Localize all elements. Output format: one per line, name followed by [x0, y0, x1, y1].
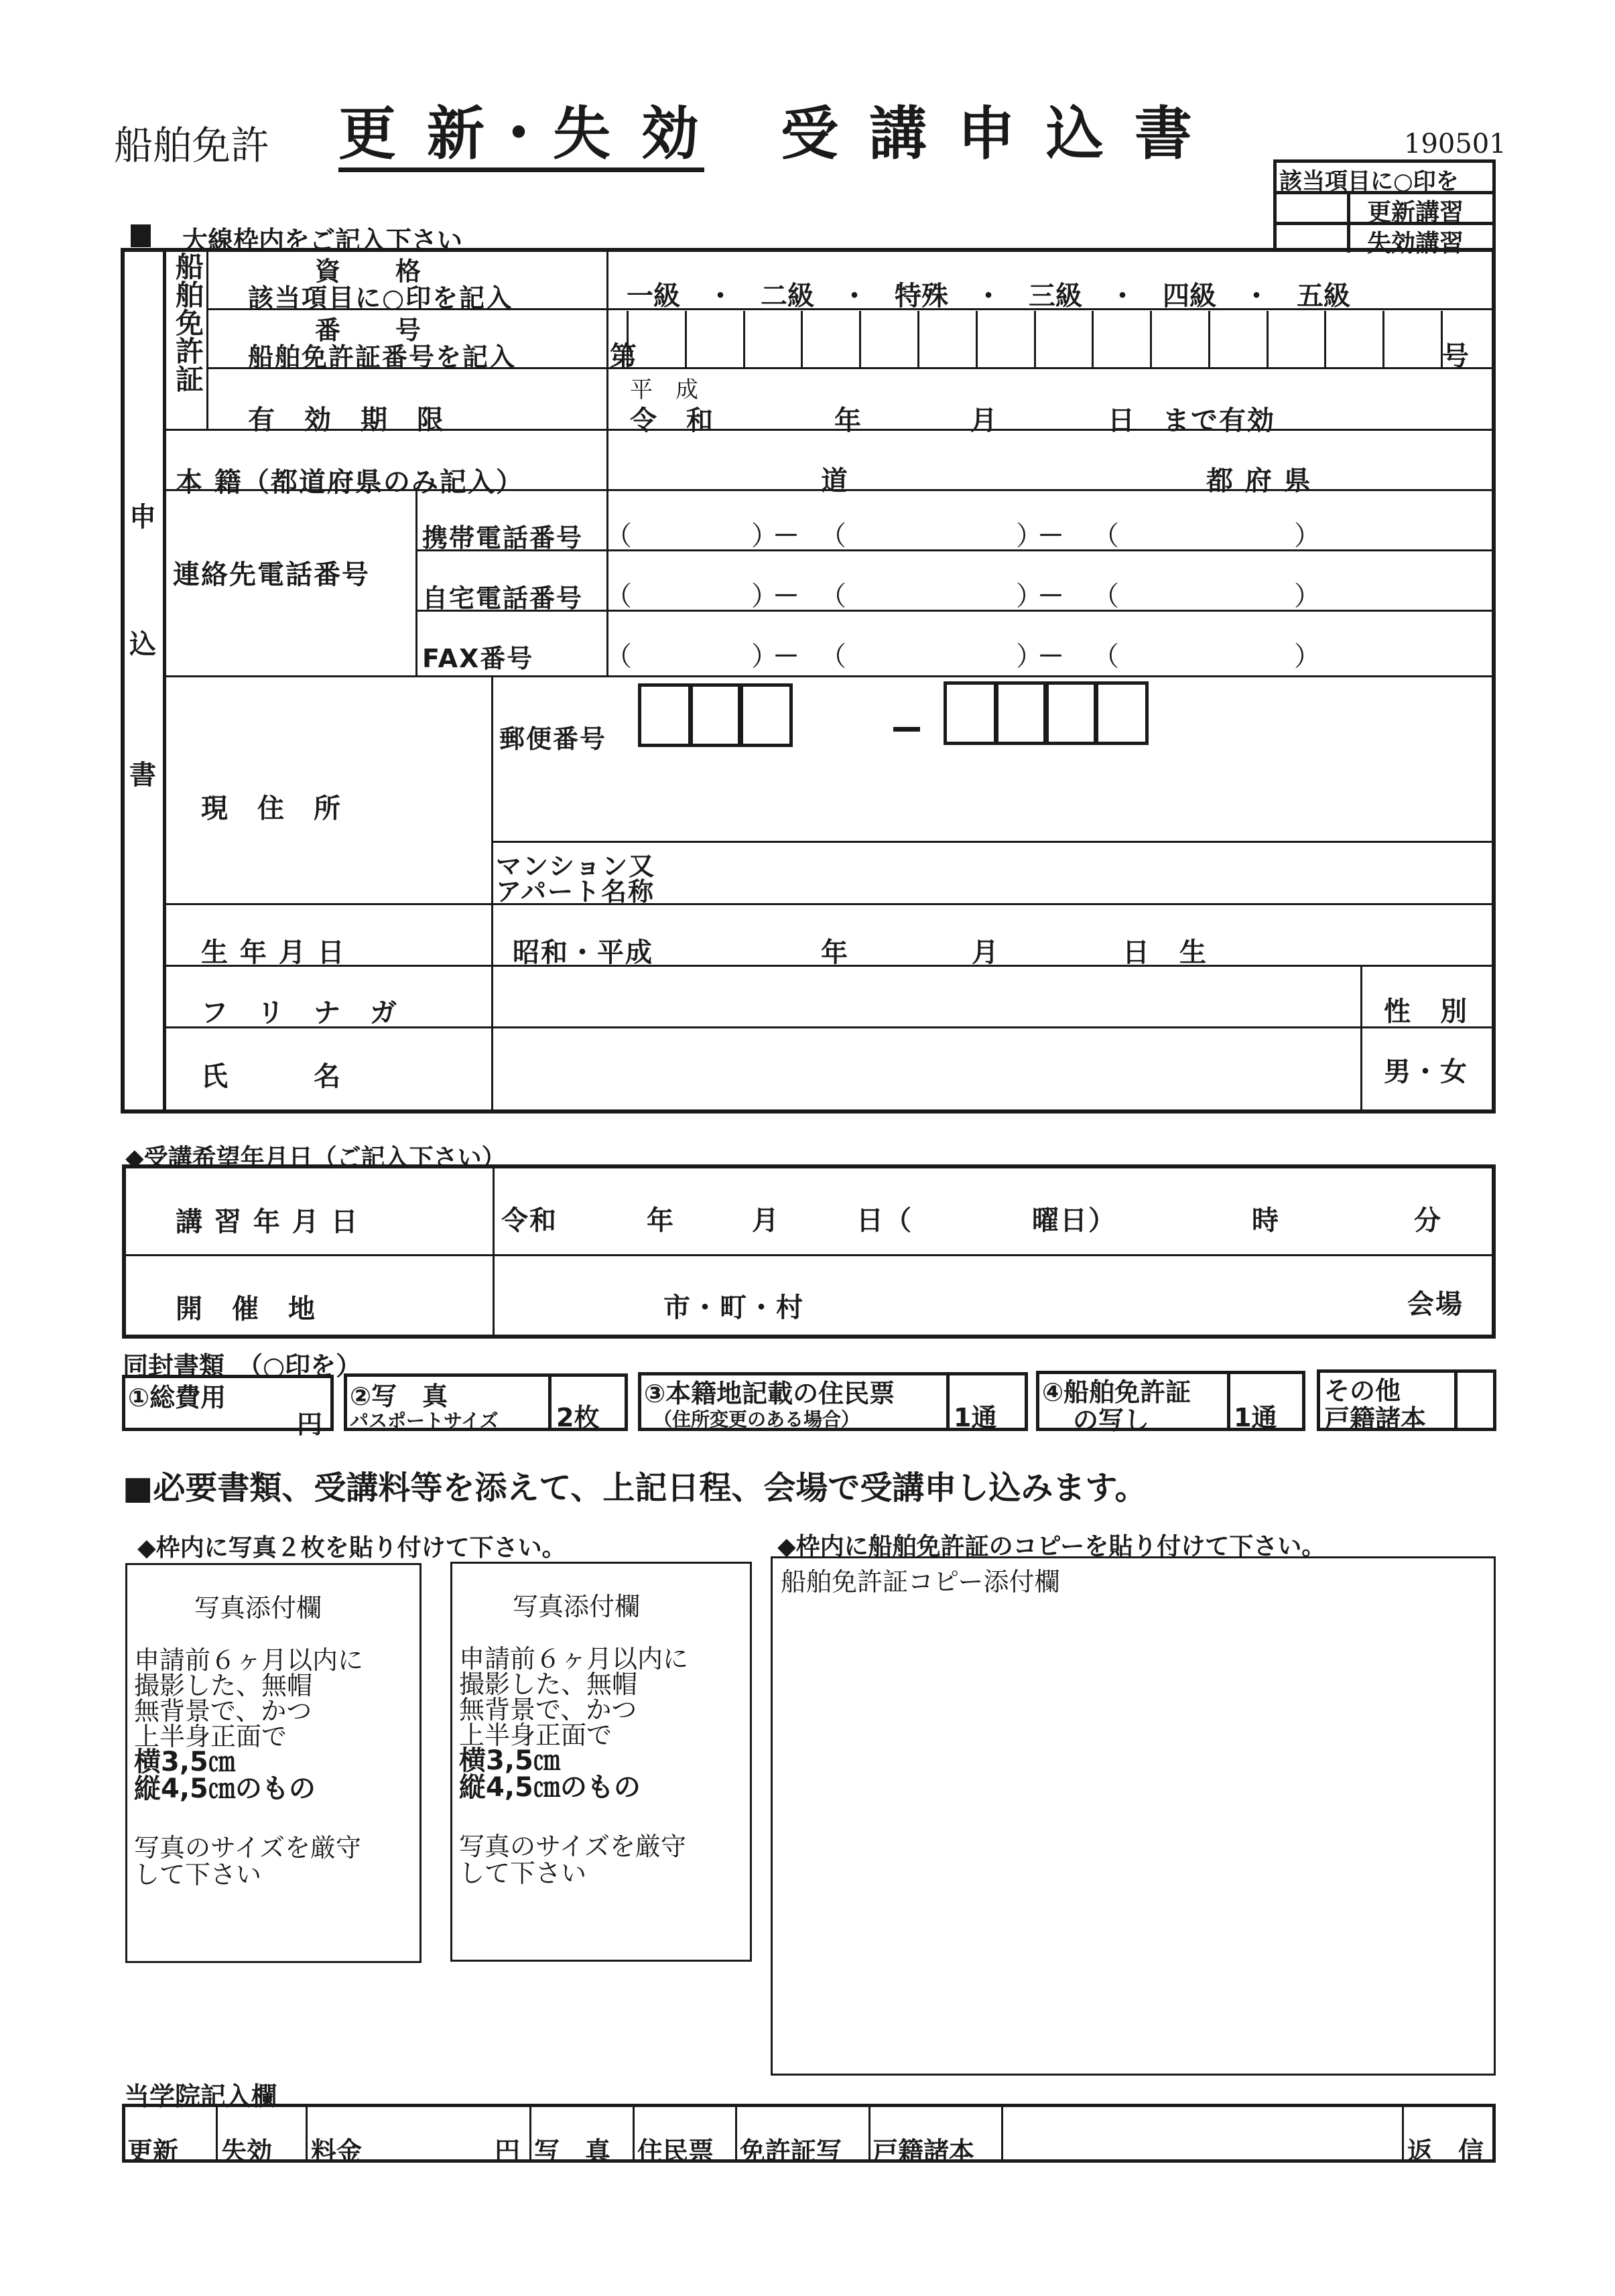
declaration-text: ■必要書類、受講料等を添えて、上記日程、会場で受講申し込みます。: [123, 1469, 1147, 1507]
domicile-pref-input[interactable]: [864, 456, 1200, 489]
phone-paren-close: ）: [751, 641, 779, 672]
license-digit-input[interactable]: [1211, 314, 1264, 364]
expiry-era: 令 和: [630, 405, 714, 436]
domicile-do-unit: 道: [821, 466, 849, 496]
qualification-label: 該当項目に○印を記入: [248, 283, 513, 313]
photo-box-title: 写真添付欄: [513, 1592, 641, 1621]
office-cell-divider: [216, 2105, 218, 2160]
office-cell-label: 更新: [127, 2137, 179, 2166]
schedule-month-input[interactable]: [680, 1196, 747, 1228]
photo-size-line: 横3,5㎝: [459, 1745, 560, 1776]
office-cell-divider: [306, 2105, 308, 2160]
enclosure-photo[interactable]: ②写 真 パスポートサイズ 2枚: [344, 1373, 628, 1431]
license-digit-input[interactable]: [746, 314, 799, 364]
postal-dash: [893, 727, 920, 732]
photo-instruction-line: 上半身正面で: [134, 1722, 287, 1751]
photo-note-line: して下さい: [134, 1860, 262, 1889]
phone-paren-close: ）: [1016, 521, 1044, 551]
domicile-label: 本 籍（都道府県のみ記入）: [176, 467, 524, 498]
license-digit-divider: [743, 311, 745, 367]
furigana-label: フ リ ナ ガ: [201, 998, 398, 1028]
address-label: 現 住 所: [201, 793, 342, 824]
phone-part-input[interactable]: [1120, 509, 1297, 544]
course-renewal-mark[interactable]: [1277, 194, 1346, 220]
address-input[interactable]: [499, 760, 1488, 837]
license-digit-input[interactable]: [1037, 314, 1090, 364]
photo-instruction-line: 無背景で、かつ: [459, 1695, 637, 1725]
qualification-option-3[interactable]: 三級: [1029, 281, 1082, 312]
main-heading-marker: [131, 224, 151, 247]
photo-note-line: して下さい: [459, 1859, 587, 1888]
enclosure-resident-card[interactable]: ③本籍地記載の住民票 （住所変更のある場合） 1通: [638, 1372, 1028, 1431]
license-number-label: 船舶免許証番号を記入: [248, 342, 517, 372]
name-input[interactable]: [499, 1032, 1356, 1107]
domicile-do-input[interactable]: [613, 456, 814, 489]
qualification-option-1[interactable]: 一級: [627, 281, 680, 312]
main-section-heading: 大線枠内をご記入下さい: [182, 226, 463, 255]
license-digit-divider: [917, 311, 919, 367]
postal-digit-input[interactable]: [1094, 681, 1149, 745]
phone-paren-open: （: [605, 521, 633, 551]
course-option-lapse[interactable]: 失効講習: [1367, 230, 1464, 257]
side-label-2: 込: [129, 629, 157, 660]
expiry-suffix: まで有効: [1163, 405, 1275, 436]
license-digit-input[interactable]: [629, 314, 682, 364]
schedule-year-unit: 年: [647, 1205, 675, 1236]
phone-dash: －: [1037, 521, 1065, 551]
schedule-minute-unit: 分: [1414, 1205, 1442, 1236]
schedule-weekday-input[interactable]: [911, 1196, 1025, 1228]
license-digit-input[interactable]: [920, 314, 973, 364]
phone-paren-close: ）: [1294, 641, 1322, 672]
office-heading: 当学院記入欄: [124, 2082, 277, 2111]
phone-paren-open: （: [820, 581, 848, 612]
license-digit-input[interactable]: [688, 314, 740, 364]
phone-part-input[interactable]: [848, 509, 1019, 544]
photo-section-heading: ◆枠内に写真２枚を貼り付けて下さい。: [137, 1534, 566, 1562]
license-digit-divider: [627, 311, 629, 367]
expiry-year-input[interactable]: [724, 395, 831, 427]
photo-instruction-line: 撮影した、無帽: [459, 1670, 638, 1699]
building-input[interactable]: [680, 846, 1488, 899]
building-label-1: マンション又: [496, 852, 656, 881]
schedule-minute-input[interactable]: [1290, 1196, 1404, 1228]
license-digit-input[interactable]: [1327, 314, 1380, 364]
schedule-day-input[interactable]: [784, 1196, 854, 1228]
course-lapse-mark[interactable]: [1277, 224, 1346, 251]
office-cell-label: 失効: [221, 2137, 273, 2166]
schedule-year-input[interactable]: [566, 1196, 640, 1228]
form-code: 190501: [1404, 129, 1506, 159]
enclosures-heading: 同封書類 （○印を）: [123, 1351, 362, 1381]
phone-part-input[interactable]: [1120, 569, 1297, 604]
office-cell-divider: [735, 2105, 737, 2160]
phone-row-label: 自宅電話番号: [422, 584, 584, 613]
phone-paren-close: ）: [751, 581, 779, 612]
office-cell-label: 戸籍諸本: [873, 2137, 975, 2166]
phone-paren-open: （: [605, 581, 633, 612]
phone-dash: －: [773, 641, 801, 672]
birthdate-month-input[interactable]: [858, 928, 965, 960]
license-digit-divider: [1267, 311, 1269, 367]
license-group-label: 船舶免許証: [172, 252, 204, 393]
office-cell-label: 円: [495, 2137, 521, 2166]
title-prefix: 船舶免許: [114, 123, 270, 168]
qualification-option-2[interactable]: 二級: [761, 281, 814, 312]
side-label-1: 申: [129, 502, 157, 533]
qualification-label-top: 資 格: [315, 257, 423, 286]
photo-note-line: 写真のサイズを厳守: [459, 1832, 686, 1861]
phone-paren-open: （: [1092, 581, 1120, 612]
expiry-year-unit: 年: [834, 405, 862, 436]
contact-label: 連絡先電話番号: [173, 559, 370, 590]
phone-part-input[interactable]: [848, 630, 1019, 665]
phone-paren-close: ）: [1016, 641, 1044, 672]
phone-part-input[interactable]: [633, 630, 754, 665]
postal-digit-input[interactable]: [638, 683, 693, 747]
phone-dash: －: [773, 581, 801, 612]
phone-paren-close: ）: [751, 521, 779, 551]
qualification-options: 一級 ・ 二級 ・ 特殊 ・ 三級 ・ 四級 ・ 五級: [627, 281, 1350, 312]
birthdate-month-unit: 月: [972, 937, 1000, 968]
license-digit-input[interactable]: [1094, 314, 1147, 364]
photo-size-line: 縦4,5㎝のもの: [134, 1773, 316, 1804]
license-digit-divider: [1034, 311, 1036, 367]
license-number-label-top: 番 号: [315, 316, 423, 345]
gender-label: 性 別: [1384, 996, 1468, 1027]
license-digit-divider: [859, 311, 861, 367]
photo-attach-box[interactable]: [125, 1563, 422, 1963]
birthdate-day-input[interactable]: [1005, 928, 1119, 960]
phone-paren-open: （: [1092, 641, 1120, 672]
schedule-era: 令和: [501, 1205, 558, 1236]
license-digit-input[interactable]: [1385, 314, 1438, 364]
phone-paren-open: （: [1092, 521, 1120, 551]
photo-note-line: 写真のサイズを厳守: [134, 1833, 361, 1863]
license-digit-input[interactable]: [1153, 314, 1206, 364]
venue-label: 開 催 地: [176, 1294, 316, 1325]
phone-dash: －: [773, 521, 801, 551]
photo-size-line: 縦4,5㎝のもの: [459, 1772, 641, 1803]
postal-digit-input[interactable]: [944, 681, 998, 745]
postal-label: 郵便番号: [499, 724, 607, 754]
office-cell-divider: [633, 2105, 635, 2160]
expiry-month-input[interactable]: [871, 395, 965, 427]
license-digit-input[interactable]: [803, 314, 856, 364]
schedule-weekday-unit: 曜日）: [1032, 1205, 1116, 1236]
phone-part-input[interactable]: [1120, 630, 1297, 665]
office-cell-divider: [1402, 2105, 1404, 2160]
photo-instruction-line: 申請前６ヶ月以内に: [459, 1644, 689, 1674]
birthdate-era-options[interactable]: 昭和・平成: [513, 937, 653, 968]
phone-paren-open: （: [605, 641, 633, 672]
license-digit-divider: [801, 311, 803, 367]
expiry-month-unit: 月: [970, 405, 998, 436]
furigana-input[interactable]: [499, 970, 1356, 1022]
phone-part-input[interactable]: [633, 509, 754, 544]
gender-options[interactable]: 男・女: [1384, 1057, 1468, 1087]
schedule-month-unit: 月: [752, 1205, 780, 1236]
office-cell-label: 写 真: [534, 2137, 611, 2166]
license-digit-input[interactable]: [1269, 314, 1322, 364]
birthdate-year-unit: 年: [821, 937, 849, 968]
birthdate-suffix: 生: [1179, 937, 1208, 968]
photo-instruction-line: 申請前６ヶ月以内に: [134, 1645, 364, 1675]
license-digit-divider: [1150, 311, 1152, 367]
phone-paren-close: ）: [1294, 521, 1322, 551]
venue-suffix: 会場: [1407, 1289, 1464, 1320]
birthdate-year-input[interactable]: [670, 928, 814, 960]
phone-row-label: 携帯電話番号: [422, 523, 584, 553]
course-type-box: [1273, 159, 1496, 257]
license-digit-input[interactable]: [862, 314, 915, 364]
qualification-option-5[interactable]: 五級: [1297, 281, 1350, 312]
office-cell-divider: [868, 2105, 870, 2160]
building-label-2: アパート名称: [496, 877, 655, 906]
phone-paren-open: （: [820, 641, 848, 672]
venue-city-units: 市・町・村: [663, 1292, 804, 1323]
qualification-option-4[interactable]: 四級: [1163, 281, 1216, 312]
schedule-hour-input[interactable]: [1133, 1196, 1246, 1228]
side-label-3: 書: [129, 760, 157, 791]
office-cell-label: 返 信: [1407, 2137, 1484, 2166]
phone-paren-close: ）: [1016, 581, 1044, 612]
license-copy-box[interactable]: [771, 1556, 1496, 2076]
phone-dash: －: [1037, 641, 1065, 672]
photo-box-title: 写真添付欄: [194, 1593, 322, 1623]
course-type-header: 該当項目に○印を: [1279, 168, 1459, 195]
license-digit-divider: [1208, 311, 1210, 367]
domicile-pref-unit: 都 府 県: [1206, 466, 1312, 496]
office-cell-label: 料金: [311, 2137, 363, 2166]
phone-part-input[interactable]: [633, 569, 754, 604]
license-digit-divider: [1092, 311, 1094, 367]
venue-name-input[interactable]: [804, 1283, 1401, 1318]
schedule-date-label: 講 習 年 月 日: [176, 1207, 359, 1237]
photo-instruction-line: 無背景で、かつ: [134, 1696, 312, 1726]
license-digit-divider: [1382, 311, 1384, 367]
office-cell-divider: [1001, 2105, 1003, 2160]
schedule-heading: ◆受講希望年月日（ご記入下さい）: [125, 1144, 506, 1172]
expiry-era-old: 平 成: [630, 377, 698, 403]
phone-paren-open: （: [820, 521, 848, 551]
postal-digit-input[interactable]: [1043, 681, 1098, 745]
name-label: 氏 名: [201, 1061, 342, 1092]
expiry-label: 有 効 期 限: [248, 405, 445, 435]
office-cell-label: 免許証写: [740, 2137, 842, 2166]
license-digit-divider: [685, 311, 687, 367]
photo-attach-box[interactable]: [450, 1562, 752, 1962]
enclosure-license-copy[interactable]: ④船舶免許証 の写し 1通: [1036, 1371, 1305, 1431]
office-cell-divider: [529, 2105, 531, 2160]
course-option-renewal[interactable]: 更新講習: [1367, 199, 1464, 226]
license-number-suffix: 号: [1442, 341, 1470, 372]
phone-paren-close: ）: [1294, 581, 1322, 612]
expiry-day-unit: 日: [1108, 405, 1136, 436]
title-underlined: 更 新・失 効: [338, 100, 704, 172]
phone-row-label: FAX番号: [422, 644, 534, 673]
birthdate-day-unit: 日: [1122, 937, 1151, 968]
schedule-day-unit: 日（: [856, 1205, 913, 1236]
qualification-option-special[interactable]: 特殊: [895, 281, 948, 312]
enclosure-other[interactable]: その他 戸籍諸本: [1317, 1369, 1496, 1431]
postal-digit-input[interactable]: [738, 683, 793, 747]
license-digit-input[interactable]: [978, 314, 1031, 364]
license-number-prefix: 第: [610, 341, 638, 372]
title-main: 受 講 申 込 書: [781, 100, 1198, 167]
license-copy-heading: ◆枠内に船舶免許証のコピーを貼り付けて下さい。: [777, 1533, 1326, 1560]
schedule-hour-unit: 時: [1252, 1205, 1280, 1236]
expiry-day-input[interactable]: [1005, 395, 1106, 427]
license-digit-divider: [1324, 311, 1326, 367]
phone-part-input[interactable]: [848, 569, 1019, 604]
birthdate-label: 生 年 月 日: [201, 937, 346, 968]
license-digit-divider: [976, 311, 978, 367]
postal-digit-input[interactable]: [994, 681, 1049, 745]
postal-digit-input[interactable]: [688, 683, 743, 747]
venue-city-input[interactable]: [501, 1283, 659, 1318]
office-cell-label: 住民票: [637, 2137, 714, 2166]
license-copy-box-title: 船舶免許証コピー添付欄: [781, 1567, 1060, 1597]
photo-instruction-line: 上半身正面で: [459, 1720, 612, 1750]
enclosure-total-fee[interactable]: ①総費用 円: [122, 1375, 334, 1431]
photo-instruction-line: 撮影した、無帽: [134, 1671, 313, 1700]
phone-dash: －: [1037, 581, 1065, 612]
photo-size-line: 横3,5㎝: [134, 1747, 235, 1777]
